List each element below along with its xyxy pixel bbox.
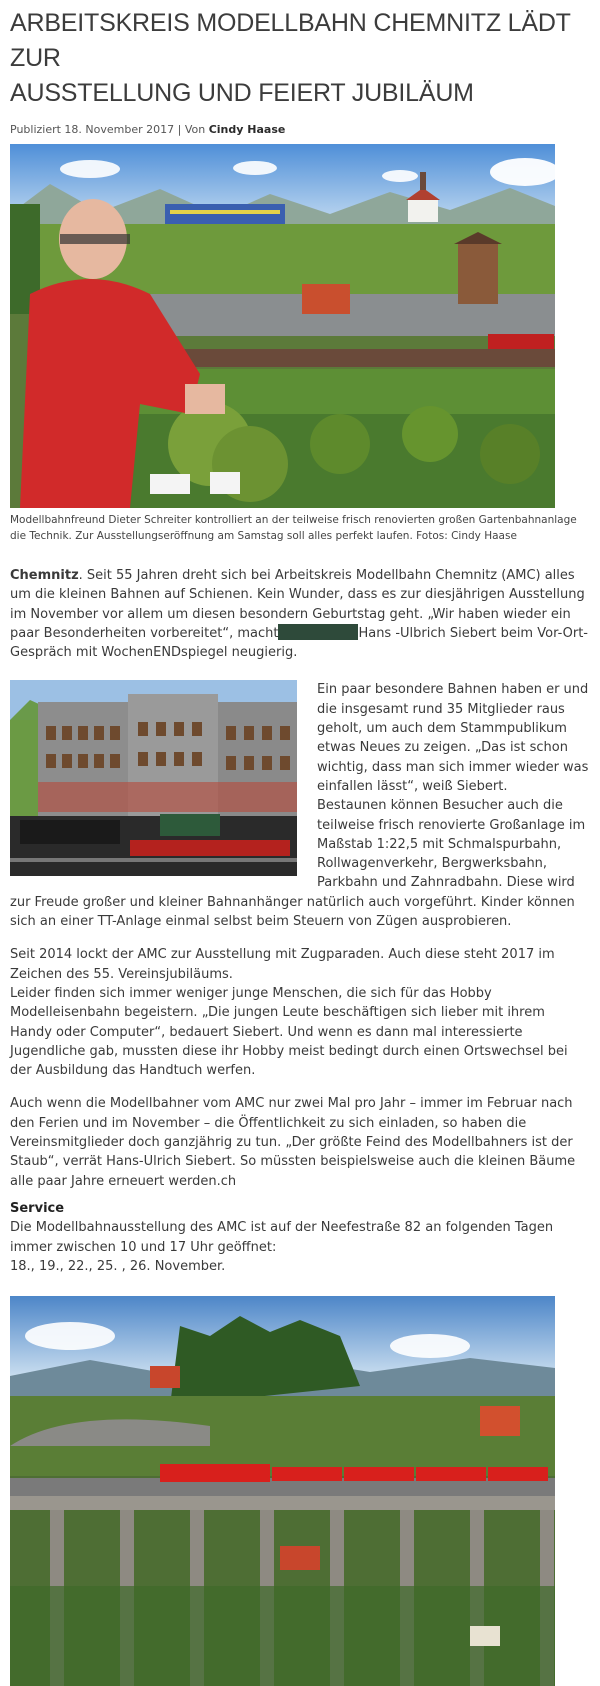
paragraph-3b: Leider finden sich immer weniger junge Menschen, die sich für das Hobby Modelleisenbahn begeistern. „Die jungen Leute beschäftigen sich lieber mit ihrem Handy oder Computer“, bedauert Siebert. Und wenn es dann mal interessierte Jugendliche gab, mussten diese ihr Hobby meist bedingt durch einen Ortswechsel bei der Ausbildung das Handtuch werfen.: [10, 985, 568, 1079]
garden-railway-image: [10, 144, 555, 508]
photo-caption: Modellbahnfreund Dieter Schreiter kontrolliert an der teilweise frisch renovierten großen Gartenbahnanlage die Technik. Zur Ausstellungseröffnung am Samstag soll alles perfekt laufen. Fotos: Cindy Haase: [10, 514, 577, 542]
service-dates: 18., 19., 22., 25. , 26. November.: [10, 1258, 226, 1274]
publish-date: Publiziert 18. November 2017 | Von: [10, 123, 209, 136]
section-with-image: [10, 680, 590, 931]
article: [10, 6, 590, 1686]
photo-viaduct: [10, 1296, 555, 1686]
paragraph-2a: Ein paar besondere Bahnen haben er und die insgesamt rund 35 Mitglieder raus geholt, um auch dem Stammpublikum etwas Neues zu zeigen. „Das ist schon wichtig, dass man sich immer wieder was einfallen lässt“, weiß Siebert.: [317, 682, 589, 794]
tt-layout-image: [10, 680, 297, 876]
paragraph-1-text-b: Hans -Ulbrich Siebert beim Vor-Ort- Gespräch mit WochenENDspiegel neugierig.: [10, 625, 588, 661]
author-link[interactable]: Cindy Haase: [208, 123, 286, 136]
article-meta: [10, 123, 590, 136]
viaduct-image: [10, 1296, 555, 1686]
paragraph-3a: Seit 2014 lockt der AMC zur Ausstellung mit Zugparaden. Auch diese steht 2017 im Zeichen des 55. Vereinsjubiläums.: [10, 947, 555, 982]
redacted-block: [278, 624, 358, 640]
service-heading: Service: [10, 1200, 65, 1216]
title-line-1: ARBEITSKREIS MODELLBAHN CHEMNITZ LÄDT ZUR: [10, 9, 571, 72]
article-body: [10, 566, 590, 1276]
paragraph-2b: Bestaunen können Besucher auch die teilweise frisch renovierte Großanlage im Maßstab 1:22,5 mit Schmalspurbahn, Rollwagenverkehr, Bergwerksbahn, Parkbahn und Zahnradbahn. Diese wird zur Freude großer und kleiner Bahnanhänger natürlich auch vorgeführt. Kinder können sich an einer TT-Anlage einmal selbst beim Steuern von Zügen ausprobieren.: [10, 798, 586, 930]
paragraph-1-text-a: . Seit 55 Jahren dreht sich bei Arbeitskreis Modellbahn Chemnitz (AMC) alles um die kleinen Bahnen auf Schienen. Kein Wunder, dass es zur diesjährigen Ausstellung im November vor allem um diesen besondern Geburtstag geht. „Wir haben wieder ein paar Besonderheiten vorbereitet“, macht: [10, 568, 585, 641]
dateline: Chemnitz: [10, 568, 79, 583]
photo-garden-railway: [10, 144, 555, 508]
paragraph-1: [10, 566, 590, 662]
service-text: Die Modellbahnausstellung des AMC ist auf der Neefestraße 82 an folgenden Tagen immer zwischen 10 und 17 Uhr geöffnet:: [10, 1220, 554, 1255]
article-title: [10, 6, 590, 111]
title-line-2: AUSSTELLUNG UND FEIERT JUBILÄUM: [10, 79, 474, 107]
paragraph-4: Auch wenn die Modellbahner vom AMC nur zwei Mal pro Jahr – immer im Februar nach den Ferien und im November – die Öffentlichkeit zu sich einladen, so haben die Vereinsmitglieder doch ganzjährig zu tun. „Der größte Feind des Modellbahners ist der Staub“, verrät Hans-Ulrich Siebert. So müssten beispielsweise auch die kleinen Bäume alle paar Jahre erneuert werden.ch: [10, 1096, 576, 1189]
photo-tt-layout: [10, 680, 297, 876]
